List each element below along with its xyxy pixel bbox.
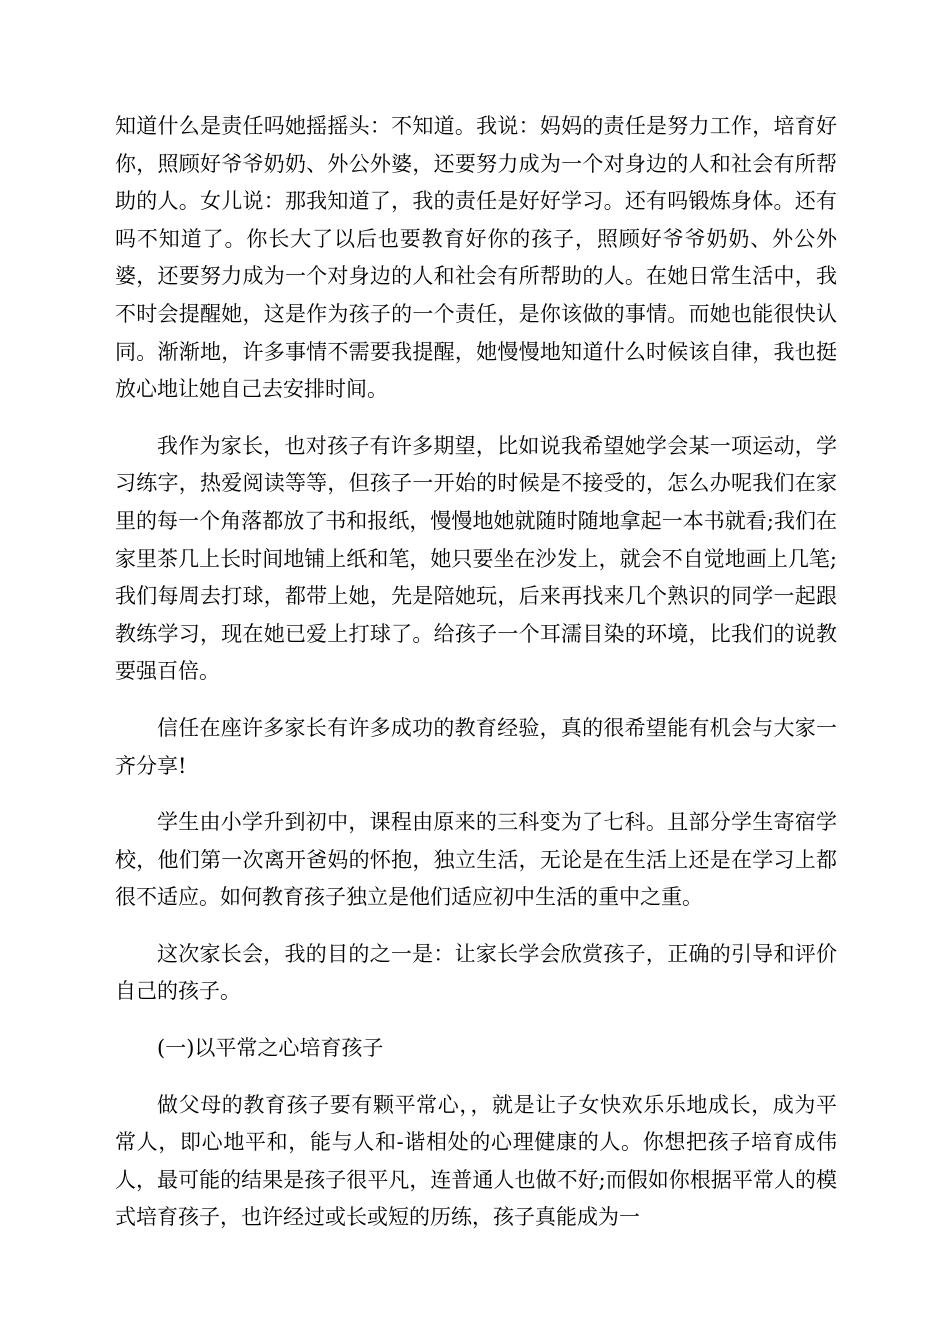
paragraph-expectations: 我作为家长，也对孩子有许多期望，比如说我希望她学会某一项运动，学习练字，热爱阅读等等，但孩子一开始的时候是不接受的，怎么办呢我们在家里的每一个角落都放了书和报纸，慢慢地她就随时随地拿起一本书就看;我们在家里茶几上长时间地铺上纸和笔，她只要坐在沙发上，就会不自觉地画上几笔;我们每周去打球，都带上她，先是陪她玩，后来再找来几个熟识的同学一起跟教练学习，现在她已爱上打球了。给孩子一个耳濡目染的环境，比我们的说教要强百倍。 xyxy=(115,433,837,684)
paragraph-meeting-purpose: 这次家长会，我的目的之一是：让家长学会欣赏孩子，正确的引导和评价自己的孩子。 xyxy=(115,941,837,1004)
section-heading-ordinary-heart: (一)以平常之心培育孩子 xyxy=(157,1036,384,1061)
paragraph-independence: 学生由小学升到初中，课程由原来的三科变为了七科。且部分学生寄宿学校，他们第一次离开爸妈的怀抱，独立生活，无论是在生活上还是在学习上都很不适应。如何教育孩子独立是他们适应初中生活的重中之重。 xyxy=(115,810,837,910)
paragraph-ordinary-heart: 做父母的教育孩子要有颗平常心，，就是让子女快欢乐乐地成长，成为平常人，即心地平和，能与人和-谐相处的心理健康的人。你想把孩子培育成伟人，最可能的结果是孩子很平凡，连普通人也做不好;而假如你根据平常人的模式培育孩子，也许经过或长或短的历练，孩子真能成为一 xyxy=(115,1092,837,1230)
paragraph-share-experience: 信任在座许多家长有许多成功的教育经验，真的很希望能有机会与大家一齐分享! xyxy=(115,715,837,778)
document-page xyxy=(115,108,837,1237)
paragraph-responsibility: 知道什么是责任吗她摇摇头：不知道。我说：妈妈的责任是努力工作，培育好你，照顾好爷爷奶奶、外公外婆，还要努力成为一个对身边的人和社会有所帮助的人。女儿说：那我知道了，我的责任是好好学习。还有吗锻炼身体。还有吗不知道了。你长大了以后也要教育好你的孩子，照顾好爷爷奶奶、外公外婆，还要努力成为一个对身边的人和社会有所帮助的人。在她日常生活中，我不时会提醒她，这是作为孩子的一个责任，是你该做的事情。而她也能很快认同。渐渐地，许多事情不需要我提醒，她慢慢地知道什么时候该自律，我也挺放心地让她自己去安排时间。 xyxy=(115,114,837,402)
